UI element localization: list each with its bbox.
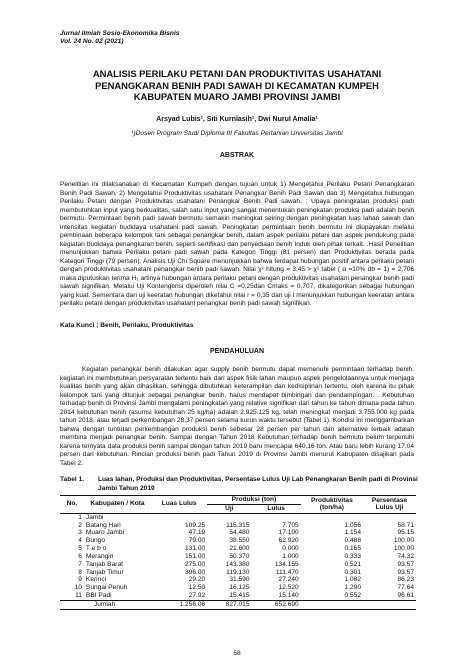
cell-luas-lulus xyxy=(151,513,207,521)
table-row xyxy=(60,537,416,545)
table-row xyxy=(60,592,416,600)
cell-kabupaten: Kerinci xyxy=(85,576,107,584)
table-caption-number: Tabel 1. xyxy=(60,476,85,483)
cell-no: 10 xyxy=(74,584,82,592)
cell-luas-lulus: 27.92 xyxy=(188,592,206,600)
table-row xyxy=(60,522,416,530)
cell-uji: 15.415 xyxy=(229,592,250,600)
cell-total-produktivitas xyxy=(301,600,363,609)
cell-no xyxy=(60,600,84,609)
table-row xyxy=(60,529,416,537)
cell-luas-lulus: 109.25 xyxy=(185,521,206,529)
cell-total-label: Jumlah xyxy=(84,600,151,609)
cell-persentase: 77.64 xyxy=(397,584,414,592)
title-line: KABUPATEN MUARO JAMBI PROVINSI JAMBI xyxy=(133,91,341,102)
cell-produktivitas: 0.165 xyxy=(344,545,362,553)
cell-persentase: 96.61 xyxy=(397,592,414,600)
cell-persentase: 86.23 xyxy=(397,576,414,584)
cell-kabupaten: Batang Hari xyxy=(85,521,121,529)
cell-persentase xyxy=(363,513,416,521)
cell-kabupaten: Bungo xyxy=(85,537,105,545)
cell-luas-lulus: 131.00 xyxy=(185,545,206,553)
header-produksi: Produksi (ton) xyxy=(207,496,301,505)
cell-uji: 50.370 xyxy=(229,552,250,560)
cell-no: 4 xyxy=(78,537,82,545)
cell-luas-lulus: 79.00 xyxy=(188,537,206,545)
cell-luas-lulus: 47.19 xyxy=(188,529,206,537)
cell-uji: 54.480 xyxy=(229,529,250,537)
cell-produktivitas: 0.521 xyxy=(344,560,362,568)
cell-uji: 38.550 xyxy=(229,537,250,545)
cell-no: 9 xyxy=(78,576,82,584)
cell-kabupaten: Tanjab Timur xyxy=(85,568,124,576)
cell-produktivitas: 1.082 xyxy=(344,576,362,584)
cell-kabupaten: Muaro Jambi xyxy=(85,529,125,537)
table-row xyxy=(60,584,416,592)
cell-uji xyxy=(207,513,251,521)
table-row xyxy=(60,576,416,584)
abstract-heading: ABSTRAK xyxy=(219,152,255,159)
cell-kabupaten: Merangin xyxy=(85,552,114,560)
cell-lulus: 62.920 xyxy=(278,537,299,545)
cell-lulus: 17.100 xyxy=(278,529,299,537)
header-lulus: Lulus xyxy=(267,504,285,512)
cell-no: 1 xyxy=(60,513,84,521)
journal-header xyxy=(60,30,179,46)
journal-name: Jurnal Ilmiah Sosio-Ekonomika Bisnis xyxy=(60,30,180,37)
cell-luas-lulus: 12.50 xyxy=(188,584,206,592)
header-persentase: Persentase Lulus Uji xyxy=(363,496,416,514)
page-number: 58 xyxy=(233,650,241,657)
cell-luas-lulus: 151.00 xyxy=(185,552,206,560)
table-row xyxy=(60,561,416,569)
title-line: ANALISIS PERILAKU PETANI DAN PRODUKTIVITAS USAHATANI xyxy=(92,68,382,79)
table-row xyxy=(60,553,416,561)
cell-lulus: 0.000 xyxy=(282,545,299,553)
cell-no: 3 xyxy=(78,529,82,537)
cell-produktivitas: 1.154 xyxy=(344,529,362,537)
header-no: No. xyxy=(60,496,84,514)
article-title xyxy=(70,68,404,103)
header-luas-lulus: Luas Lulus xyxy=(151,496,207,514)
cell-no: 7 xyxy=(78,560,82,568)
cell-no: 8 xyxy=(78,568,82,576)
cell-produktivitas: 0.333 xyxy=(344,552,362,560)
cell-no: 5 xyxy=(78,545,82,553)
header-kabupaten: Kabupaten / Kota xyxy=(84,496,151,514)
cell-luas-lulus: 275.00 xyxy=(185,560,206,568)
affiliation: ¹)Dosen Program Studi Diploma III Fakultas Pertanian Universitas Jambi xyxy=(131,130,343,137)
cell-produktivitas: 0.301 xyxy=(344,568,362,576)
cell-persentase: 58.71 xyxy=(397,521,414,529)
authors: Arsyad Lubis¹, Siti Kurniasih¹, Dwi Nurul Amalia¹ xyxy=(156,116,318,123)
cell-produktivitas: 1.290 xyxy=(344,584,362,592)
cell-produktivitas: 0.552 xyxy=(344,592,362,600)
table-caption-text: Luas lahan, Produksi dan Produktivitas, Persentase Lulus Uji Lab Penangkaran Benih padi di Provinsi Jambi Tahun 2019 xyxy=(98,476,418,492)
cell-no: 6 xyxy=(78,552,82,560)
cell-lulus: 1.000 xyxy=(282,552,299,560)
abstract-body xyxy=(60,181,414,309)
table-total-row xyxy=(60,600,416,609)
cell-persentase: 100.00 xyxy=(393,545,414,553)
cell-uji: 21.600 xyxy=(229,545,250,553)
journal-volume: Vol. 24 No. 02 (2021) xyxy=(60,38,124,45)
introduction-paragraph: Kegiatan penangkar benih dilakukan agar supply benih bermutu dapat memenuhi permintaan terhadap benih, kegiatan ini membutuhkan persyaratan tertentu baik dari aspek fisik lahan maupun aspek pengelolaannya untuk menjaga kualitas benih yang akan dihasilkan, sehingga dibutuhkan keterampilan dan kedisiplinan tertentu, oleh karena itu pihak kelompok tani yang ditunjuk sebagai penangkar benih, harus mendapat bimbingan dan pendampingan. . Kebutuhan terhadap benih di Provinsi Jambi mengalami peningkatan yang relative signifikan dari tahun ke tahun dimana pada tahun 2014 kebutuhan benih (asumsi kebutuhan 25 kg/ha) adalah 2.925.125 kg, telah meningkat menjadi 3.755.000 kg pada tahun 2018, atau terjadi perkembangan 28,37 persen selama kurun waktu tersebut (Tabel 1). Kondisi ini menggambarkan bahwa dengan tuntutan perkembangan produksi benih sebesar 28 persen per tahun dan alternative terbaik adalah membina menjadi penangkar benih. Sampai dengan Tahun 2018 Kebutuhan terhadap benih bermutu belum terpenuhi karena ternyata data produksi benih sampai dengan tahun 2019 baru mencapai 640,16 ton. Atau baru lebih kurang 17,04 persen dari kebutuhan. Rincian produksi benih padi Tahun 2019 di Provinsi Jambi menurut Kabupaten disajikan pada Tabel 2. xyxy=(60,366,414,468)
cell-kabupaten: BBI Padi xyxy=(85,592,112,600)
cell-persentase: 93.57 xyxy=(397,568,414,576)
cell-lulus: 7.705 xyxy=(282,521,299,529)
cell-persentase: 74.32 xyxy=(397,552,414,560)
cell-uji: 31.590 xyxy=(229,576,250,584)
title-line: PENANGKARAN BENIH PADI SAWAH DI KECAMATAN KUMPEH xyxy=(95,79,379,91)
cell-persentase: 100.00 xyxy=(393,537,414,545)
cell-lulus: 134.155 xyxy=(274,560,299,568)
cell-persentase: 93.57 xyxy=(397,560,414,568)
cell-lulus: 27.240 xyxy=(278,576,299,584)
cell-lulus xyxy=(252,513,301,521)
table-row xyxy=(60,545,416,553)
cell-kabupaten: T e b o xyxy=(85,545,107,553)
introduction-heading: PENDAHULUAN xyxy=(209,348,265,355)
introduction-body xyxy=(60,366,414,469)
cell-kabupaten: Tanjab Barat xyxy=(85,560,123,568)
cell-uji: 143.380 xyxy=(225,560,250,568)
abstract-paragraph: Penelitian ini dilaksanakan di Kecamatan Kumpeh dengan tujuan untuk 1) Mengetahui Perilaku Petani Penangkaran Benih Padi Sawah, 2) Mengetahui Produktivitas usahatani Penangkar Benih Padi Sawah dan 3) Mengetahui hubungan Perilaku Petani dengan Produktivitas usahatani Penangkar Benih Padi sawah. : Upaya peningkatan produksi padi membutuhkan input yang berkualitas, salah satu input yang sangat menentukan peningkatan produksi padi adalah benih bermutu. Permintaan benih padi sawah bermutu semakin meningkat seiring dengan peningkatan luas lahan sawah dan intensitas kegiatan budidaya usahatani padi sawah. Peningkatan permintaan benih bermutu ini diupayakan melalui pembinaan beberapa kelompok tani sebagai penangkar benih, dalam aspek perilaku petani dan aspek pendukung pada kegiatan budidaya penangkaran benih, seperti sertifikasi dan penyediaan benih Induk oleh pihak terkait. .Hasil Penelitian menunjukkan bahwa Perilaku petani padi sawah pada Kategori Tinggi (81 persen) dan Produktivitas berada pada Kategori Tinggi (79 persen). Analisis Uji Chi Square menunjukkan bahwa terdapat hubungan positif antara perilaku petani dengan produktivitas usahatani penangkar benih padi sawah. Nilai χ² hitung = 3,45 > χ² tabel ( α =10% db = 1) = 2,706 maka diputuskan terima H₁ artinya hubungan antara perilaku petani dengan produktivitas usahatani penangkar benih padi sawah signifikan. Melalui Uji Kontengensi diperoleh nilai C =0,25dan Cmaks = 0,707, dikategorikan sebagai hubungan yang kuat. Sementara dari uji keeratan hubungan diketahui nilai r = 0,35 dan uji t menunjukkan hubungan keeratan antara perilaku petani dengan produktivitas usahatani penangkar benih padi sawah signifikan. xyxy=(60,181,414,307)
cell-lulus: 12.520 xyxy=(278,584,299,592)
table-row xyxy=(60,569,416,577)
cell-no: 11 xyxy=(75,592,82,600)
cell-no: 2 xyxy=(78,521,82,529)
cell-uji: 115.315 xyxy=(226,521,250,529)
table-row xyxy=(60,513,416,521)
cell-total-uji: 827.015 xyxy=(207,600,251,609)
keywords: Kata Kunci ; Benih, Perilaku, Produktivitas xyxy=(60,322,194,329)
cell-kabupaten: Jambi xyxy=(84,513,151,521)
cell-kabupaten: Sungai Penuh xyxy=(85,584,128,592)
cell-total-lulus: 652.690 xyxy=(252,600,301,609)
cell-total-luas-lulus: 1.256.06 xyxy=(151,600,207,609)
cell-produktivitas: 0.488 xyxy=(344,537,362,545)
cell-produktivitas: 1.056 xyxy=(344,521,362,529)
cell-luas-lulus: 396.00 xyxy=(185,568,206,576)
cell-luas-lulus: 29.20 xyxy=(188,576,206,584)
cell-persentase: 95.15 xyxy=(397,529,414,537)
cell-produktivitas xyxy=(301,513,363,521)
cell-total-persentase xyxy=(363,600,416,609)
data-table xyxy=(60,495,416,610)
cell-lulus: 15.140 xyxy=(278,592,299,600)
cell-lulus: 111.470 xyxy=(275,568,299,576)
cell-uji: 119.130 xyxy=(226,568,250,576)
cell-uji: 16.125 xyxy=(229,584,250,592)
table-body xyxy=(60,513,416,609)
header-produktivitas: Produktivitas (ton/ha) xyxy=(301,496,363,514)
header-uji: Uji xyxy=(225,504,234,512)
